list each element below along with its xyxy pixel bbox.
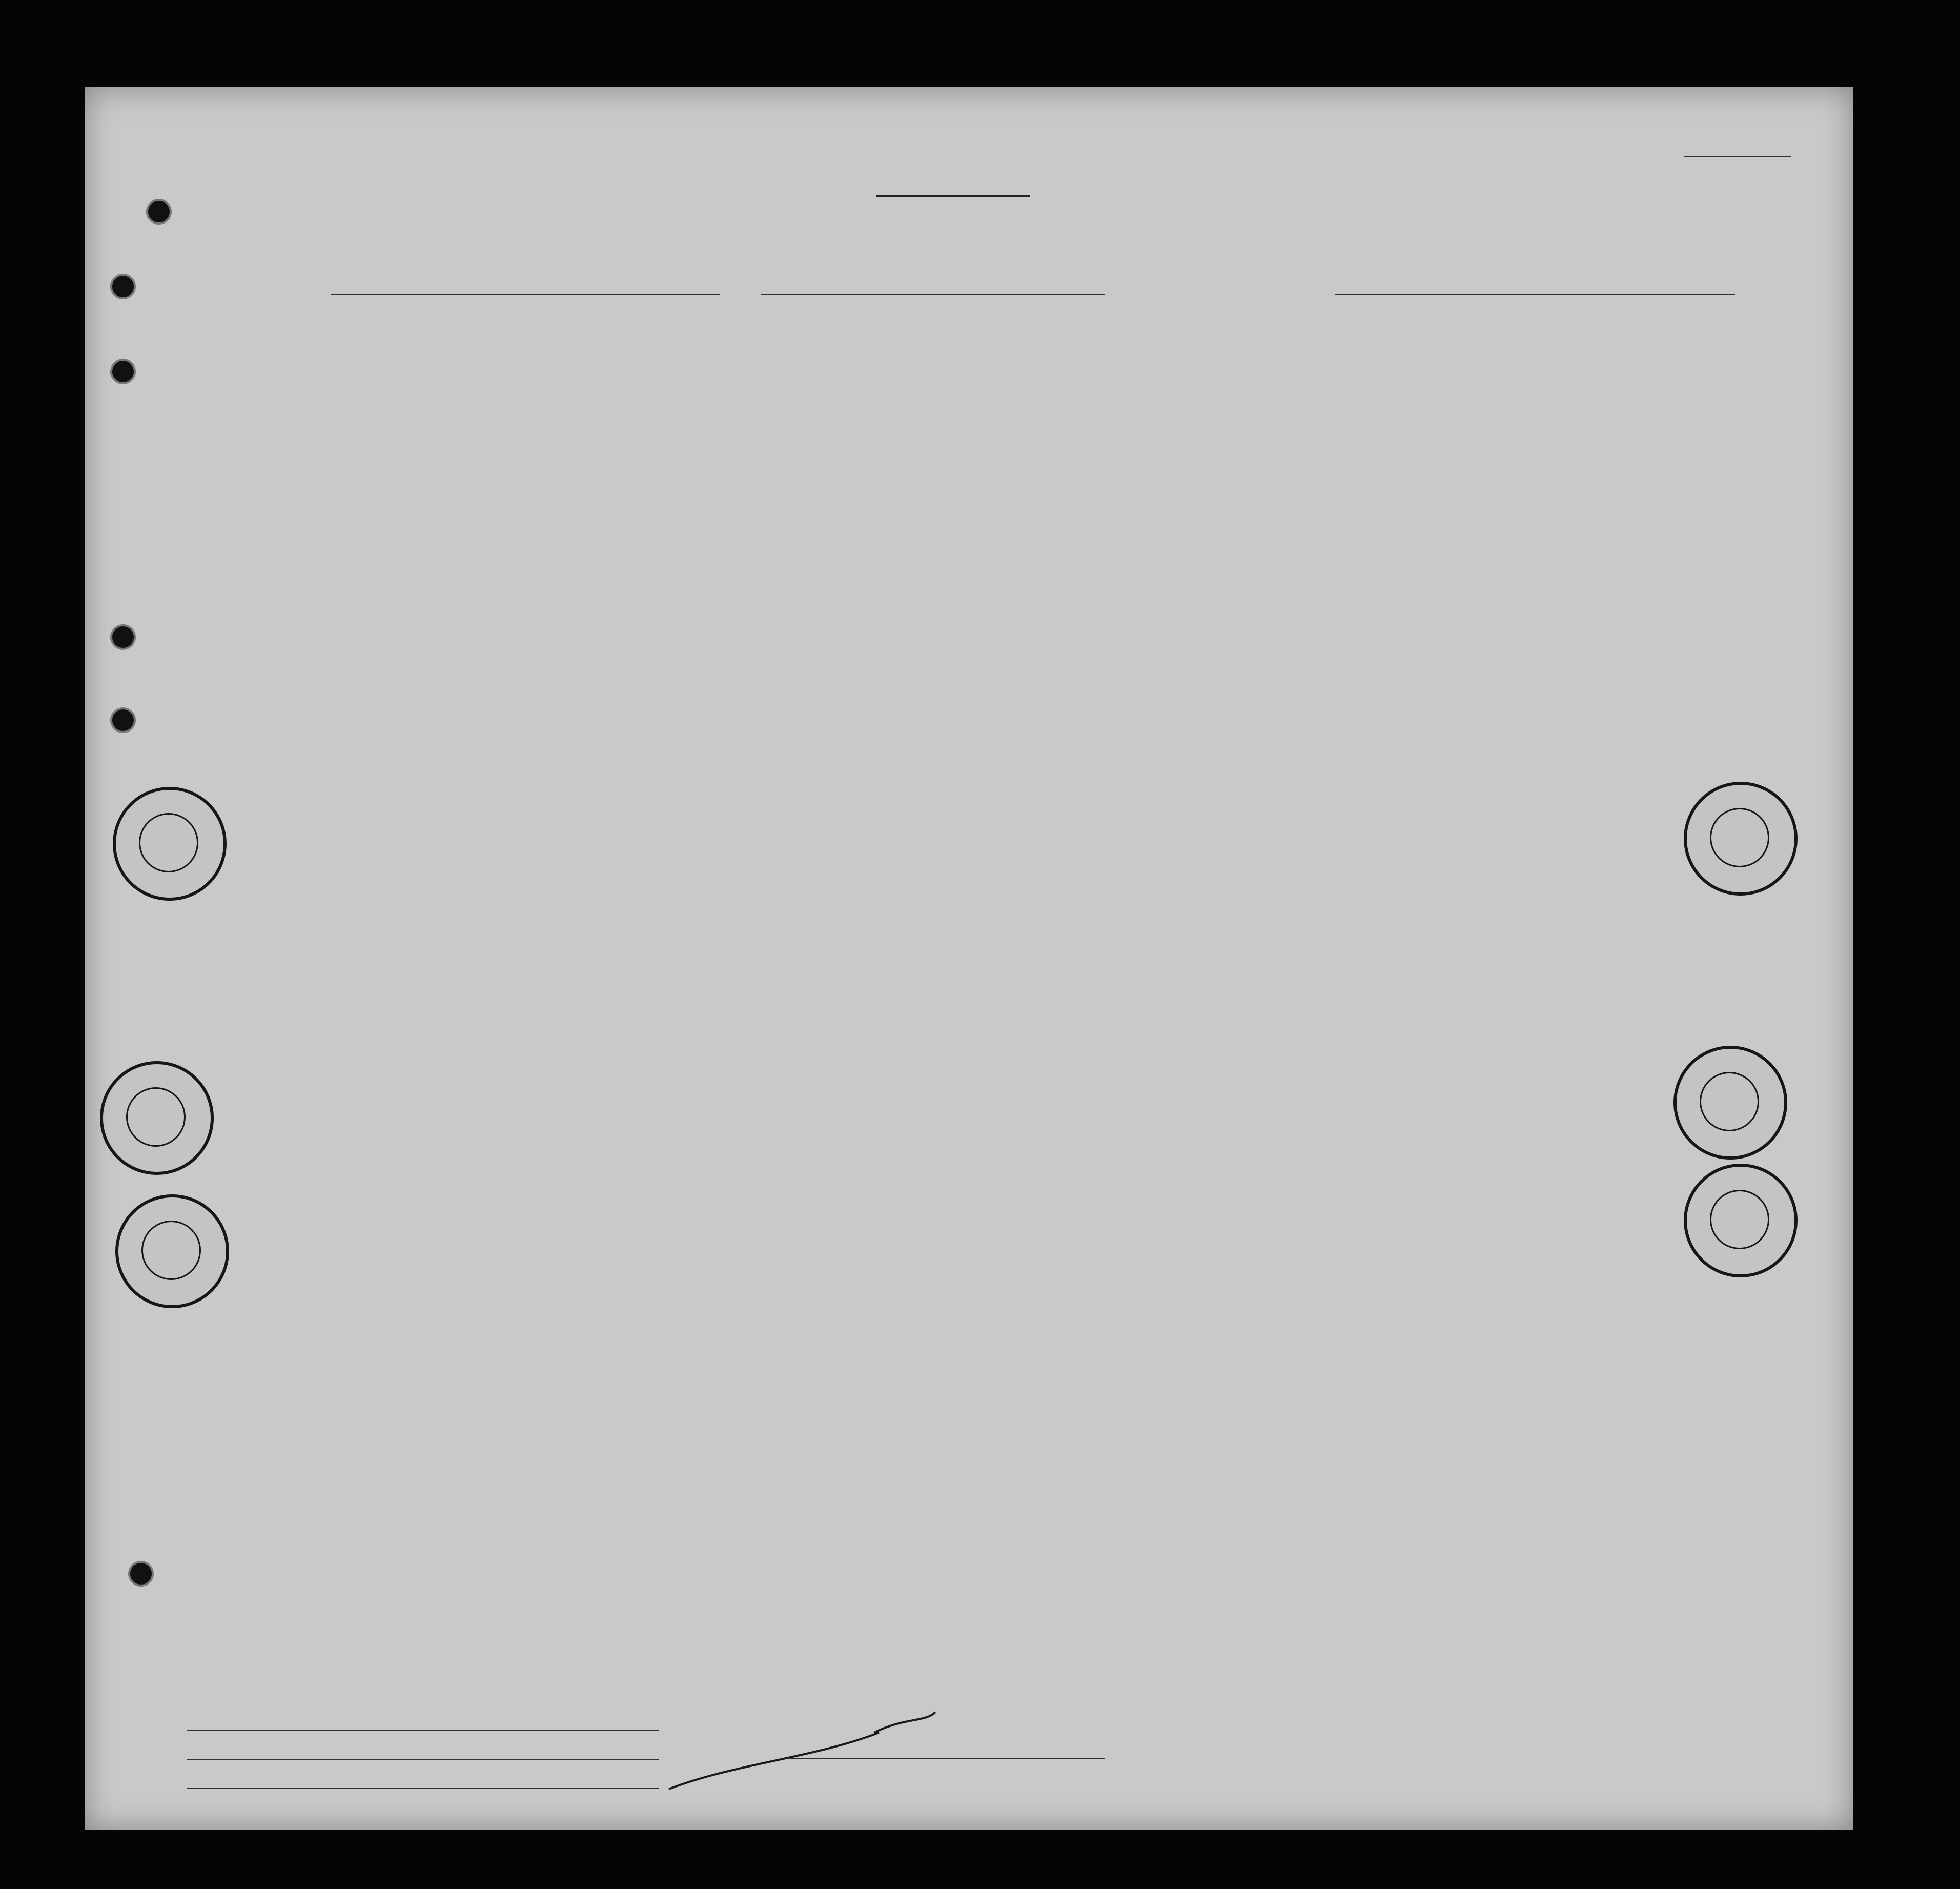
signature-flourish xyxy=(659,1702,946,1794)
consulate-stamp xyxy=(100,1061,214,1175)
crew-table xyxy=(85,87,1853,1830)
consulate-stamp xyxy=(1684,1164,1798,1277)
consulate-stamp xyxy=(1684,782,1798,896)
consulate-stamp xyxy=(115,1194,229,1308)
manifest-sheet xyxy=(85,87,1853,1830)
consulate-stamp xyxy=(1673,1046,1787,1160)
consulate-stamp xyxy=(113,787,227,901)
